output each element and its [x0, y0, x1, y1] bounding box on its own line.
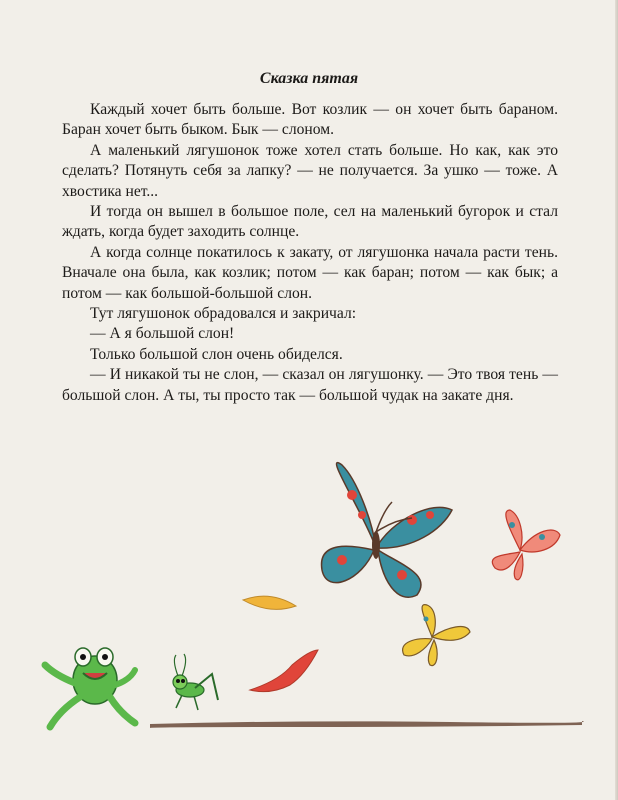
story-paragraph: — И никакой ты не слон, — сказал он лягушонку. — Это твоя тень — большой слон. А ты, ты просто так — большой чудак на закате дня.	[62, 366, 558, 404]
story-text	[62, 100, 558, 406]
leaf-yellow-icon	[243, 596, 296, 609]
story-paragraph: А когда солнце покатилось к закату, от лягушонка начала расти тень. Вначале она была, как козлик; потом — как баран; потом — как бык; а потом — как большой-большой слон.	[62, 243, 558, 302]
story-paragraph: И тогда он вышел в большое поле, сел на маленький бугорок и стал ждать, когда будет заходить солнце.	[62, 203, 558, 241]
butterfly-red-icon	[492, 510, 560, 580]
leaf-red-icon	[250, 650, 318, 692]
illustration	[0, 440, 618, 800]
story-paragraph: Только большой слон очень обиделся.	[90, 345, 343, 363]
story-paragraph: — А я большой слон!	[90, 325, 235, 343]
story-title: Сказка пятая	[259, 70, 359, 87]
grasshopper-icon	[173, 654, 218, 710]
story-paragraph: Каждый хочет быть больше. Вот козлик — он хочет быть бараном. Баран хочет быть быком. Бык — слоном.	[62, 101, 558, 139]
story-paragraph: А маленький лягушонок тоже хотел стать больше. Но как, как это сделать? Потянуть себя за лапку? — не получается. За ушко — тоже. А хвостика нет...	[62, 141, 558, 200]
butterfly-blue-icon	[322, 463, 452, 598]
story-paragraph: Тут лягушонок обрадовался и закричал:	[90, 305, 357, 323]
ground-line	[150, 721, 584, 728]
frog-icon	[45, 648, 135, 727]
butterfly-yellow-icon	[403, 605, 470, 666]
